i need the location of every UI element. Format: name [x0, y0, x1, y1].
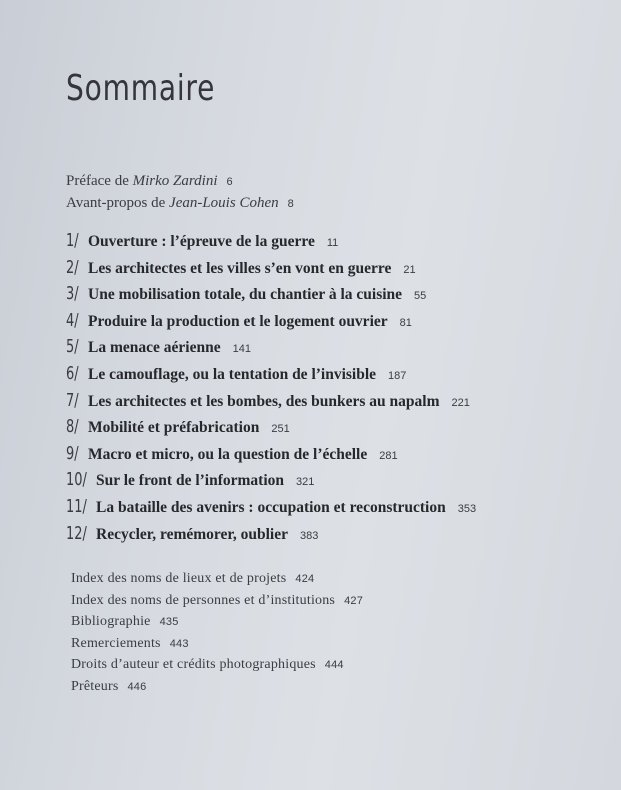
chapter-entry	[66, 334, 476, 361]
chapter-entry	[66, 255, 476, 282]
chapter-entry	[66, 441, 476, 468]
chapter-title: Mobilité et préfabrication	[88, 419, 260, 437]
chapter-title: La menace aérienne	[88, 339, 221, 357]
back-matter-entry	[71, 633, 363, 655]
chapter-entry	[66, 467, 476, 494]
chapter-page-number: 353	[457, 502, 477, 515]
intro-prefix: Avant-propos de	[66, 195, 170, 211]
intro-prefix: Préface de	[66, 173, 133, 189]
chapter-page-number: 141	[232, 343, 251, 356]
chapter-entry	[66, 361, 476, 388]
chapter-title: Ouverture : l’épreuve de la guerre	[88, 233, 315, 250]
chapter-number: 9/	[66, 442, 79, 464]
intro-page-number: 8	[287, 198, 294, 210]
chapter-title: Produire la production et le logement ouvrier	[88, 312, 388, 330]
back-matter-title: Index des noms de lieux et de projets	[71, 571, 287, 586]
back-matter-title: Index des noms de personnes et d’institutions	[71, 592, 336, 608]
back-matter-title: Remerciements	[71, 635, 161, 651]
chapter-entry	[66, 281, 476, 308]
chapter-page-number: 221	[451, 396, 470, 409]
chapter-number: 3/	[66, 283, 79, 305]
chapter-page-number: 11	[326, 237, 339, 249]
back-matter-title: Droits d’auteur et crédits photographiques	[71, 657, 316, 673]
intro-line-preface	[66, 170, 294, 192]
chapter-list	[66, 228, 476, 547]
back-matter-page-number: 435	[159, 616, 179, 629]
back-matter-page-number: 446	[127, 680, 147, 693]
chapter-page-number: 383	[299, 529, 319, 542]
chapter-title: Macro et micro, ou la question de l’échelle	[88, 445, 368, 463]
page-title: Sommaire	[66, 68, 216, 109]
chapter-page-number: 187	[388, 369, 407, 382]
chapter-entry	[66, 388, 476, 415]
chapter-entry	[66, 308, 476, 335]
back-matter-entry	[71, 611, 363, 633]
chapter-title: Une mobilisation totale, du chantier à la cuisine	[88, 286, 403, 304]
chapter-entry	[66, 494, 476, 521]
back-matter-page-number: 444	[324, 659, 344, 672]
chapter-number: 1/	[66, 230, 79, 251]
chapter-number: 11/	[66, 495, 87, 517]
chapter-page-number: 21	[403, 263, 416, 276]
back-matter-entry	[71, 654, 363, 676]
chapter-number: 12/	[66, 522, 87, 544]
chapter-title: Sur le front de l’information	[96, 472, 285, 490]
chapter-number: 6/	[66, 362, 79, 384]
back-matter-page-number: 427	[344, 594, 364, 607]
chapter-title: Le camouflage, ou la tentation de l’invisible	[88, 365, 377, 383]
chapter-page-number: 321	[296, 476, 315, 489]
chapter-title: Recycler, remémorer, oublier	[96, 525, 288, 543]
intro-page-number: 6	[226, 176, 233, 188]
back-matter-title: Bibliographie	[71, 614, 151, 630]
chapter-title: Les architectes et les bombes, des bunkers au napalm	[88, 392, 440, 410]
chapter-number: 10/	[66, 469, 87, 491]
chapter-page-number: 251	[271, 423, 290, 436]
chapter-entry	[66, 521, 476, 548]
back-matter-list	[71, 568, 363, 698]
chapter-title: Les architectes et les villes s’en vont en guerre	[88, 259, 392, 277]
chapter-entry	[66, 228, 476, 255]
chapter-number: 4/	[66, 309, 79, 331]
chapter-number: 5/	[66, 336, 79, 358]
chapter-entry	[66, 414, 476, 441]
intro-author: Jean-Louis Cohen	[169, 195, 279, 211]
back-matter-page-number: 424	[295, 573, 315, 585]
back-matter-entry	[71, 676, 363, 698]
chapter-page-number: 55	[414, 290, 427, 303]
chapter-number: 2/	[66, 256, 79, 278]
chapter-number: 7/	[66, 389, 79, 411]
intro-line-foreword	[66, 192, 294, 214]
intro-author: Mirko Zardini	[132, 173, 218, 189]
back-matter-entry	[71, 568, 363, 590]
back-matter-entry	[71, 590, 363, 612]
back-matter-title: Prêteurs	[71, 678, 119, 694]
chapter-number: 8/	[66, 416, 79, 438]
chapter-page-number: 281	[379, 449, 398, 462]
intro-section	[66, 170, 294, 214]
back-matter-page-number: 443	[169, 637, 189, 650]
chapter-page-number: 81	[399, 316, 412, 329]
chapter-title: La bataille des avenirs : occupation et reconstruction	[96, 498, 446, 516]
